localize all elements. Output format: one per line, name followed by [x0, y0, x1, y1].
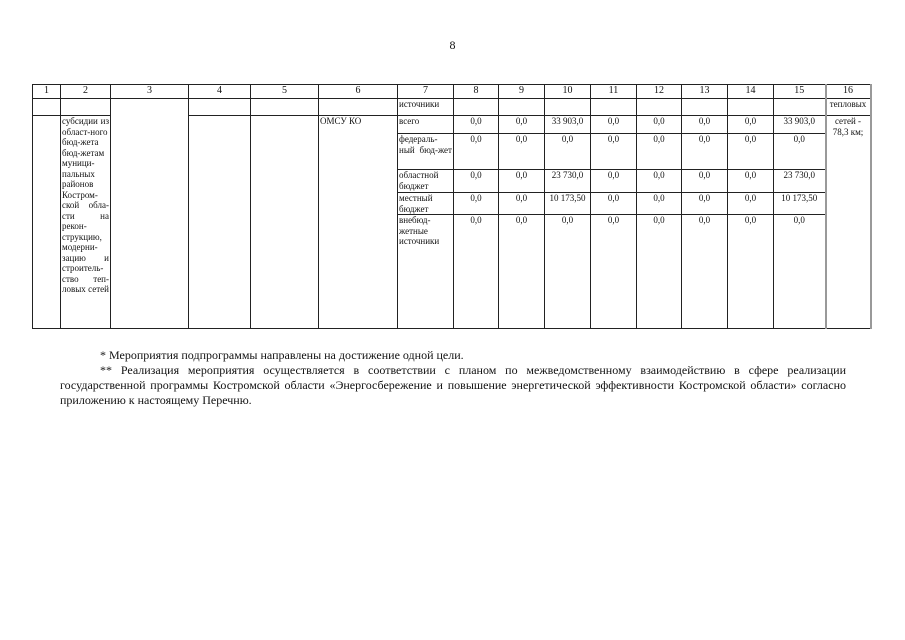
funding-source: областной бюджет [398, 170, 454, 193]
amount-cell: 0,0 [591, 193, 637, 215]
amount-cell: 10 173,50 [774, 193, 826, 215]
source-cell: источники [398, 99, 454, 116]
column-header: 10 [545, 85, 591, 99]
amount-cell: 0,0 [499, 134, 545, 170]
amount-cell: 0,0 [682, 116, 728, 134]
page-number: 8 [449, 38, 456, 52]
column-header: 9 [499, 85, 545, 99]
amount-cell: 0,0 [682, 170, 728, 193]
column-header: 6 [319, 85, 398, 99]
amount-cell: 0,0 [774, 215, 826, 329]
amount-cell: 0,0 [499, 215, 545, 329]
amount-cell: 0,0 [454, 215, 499, 329]
amount-cell: 0,0 [774, 134, 826, 170]
amount-cell: 0,0 [637, 170, 682, 193]
amount-cell: 0,0 [545, 215, 591, 329]
column-header: 2 [61, 85, 111, 99]
amount-cell: 0,0 [637, 134, 682, 170]
header-row [33, 85, 871, 99]
amount-cell: 0,0 [728, 134, 774, 170]
funding-source: местный бюджет [398, 193, 454, 215]
footnote: * Мероприятия подпрограммы направлены на достижение одной цели. [100, 348, 464, 362]
amount-cell: 23 730,0 [774, 170, 826, 193]
amount-cell: 0,0 [728, 215, 774, 329]
amount-cell: 0,0 [682, 193, 728, 215]
amount-cell: 0,0 [454, 134, 499, 170]
amount-cell: 0,0 [454, 170, 499, 193]
amount-cell: 0,0 [682, 134, 728, 170]
amount-cell: 0,0 [728, 170, 774, 193]
amount-cell: 0,0 [499, 116, 545, 134]
program-table [32, 84, 872, 329]
executor: ОМСУ КО [319, 116, 398, 329]
continuation-row [33, 99, 871, 116]
amount-cell: 33 903,0 [774, 116, 826, 134]
amount-cell: 0,0 [682, 215, 728, 329]
amount-cell: 0,0 [545, 134, 591, 170]
amount-cell: 0,0 [637, 116, 682, 134]
funding-source: федераль-ный бюд-жет [398, 134, 454, 170]
column-header: 3 [111, 85, 189, 99]
result-cell: тепловых [826, 99, 871, 116]
amount-cell: 0,0 [591, 170, 637, 193]
column-header: 1 [33, 85, 61, 99]
column-header: 14 [728, 85, 774, 99]
amount-cell: 0,0 [591, 116, 637, 134]
amount-cell: 0,0 [728, 116, 774, 134]
funding-source: всего [398, 116, 454, 134]
column-header: 13 [682, 85, 728, 99]
column-header: 4 [189, 85, 251, 99]
amount-cell: 0,0 [454, 193, 499, 215]
result-cell: сетей - 78,3 км; [826, 116, 871, 329]
column-header: 16 [826, 85, 871, 99]
amount-cell: 0,0 [591, 134, 637, 170]
amount-cell: 0,0 [499, 193, 545, 215]
amount-cell: 33 903,0 [545, 116, 591, 134]
funding-source: внебюд-жетные источники [398, 215, 454, 329]
footnote: ** Реализация мероприятия осуществляется в соответствии с планом по межведомственному взаимодействию в сфере реализации государственной программы Костромской области «Энергосбережение и повышение энергетической эффективности Костромской области» согласно приложению к настоящему Перечню. [60, 363, 846, 407]
amount-cell: 0,0 [591, 215, 637, 329]
column-header: 5 [251, 85, 319, 99]
column-header: 8 [454, 85, 499, 99]
column-header: 11 [591, 85, 637, 99]
amount-cell: 0,0 [637, 215, 682, 329]
amount-cell: 0,0 [454, 116, 499, 134]
column-header: 15 [774, 85, 826, 99]
amount-cell: 0,0 [728, 193, 774, 215]
amount-cell: 0,0 [637, 193, 682, 215]
column-header: 12 [637, 85, 682, 99]
column-header: 7 [398, 85, 454, 99]
amount-cell: 0,0 [499, 170, 545, 193]
amount-cell: 10 173,50 [545, 193, 591, 215]
amount-cell: 23 730,0 [545, 170, 591, 193]
footnotes [60, 348, 846, 408]
activity-name: субсидии из област-ного бюд-жета бюд-жетам муници-пальных районов Костром-ской обла-сти на рекон-струкцию, модерни-зацию и строитель-ство теп-ловых сетей [61, 116, 111, 329]
